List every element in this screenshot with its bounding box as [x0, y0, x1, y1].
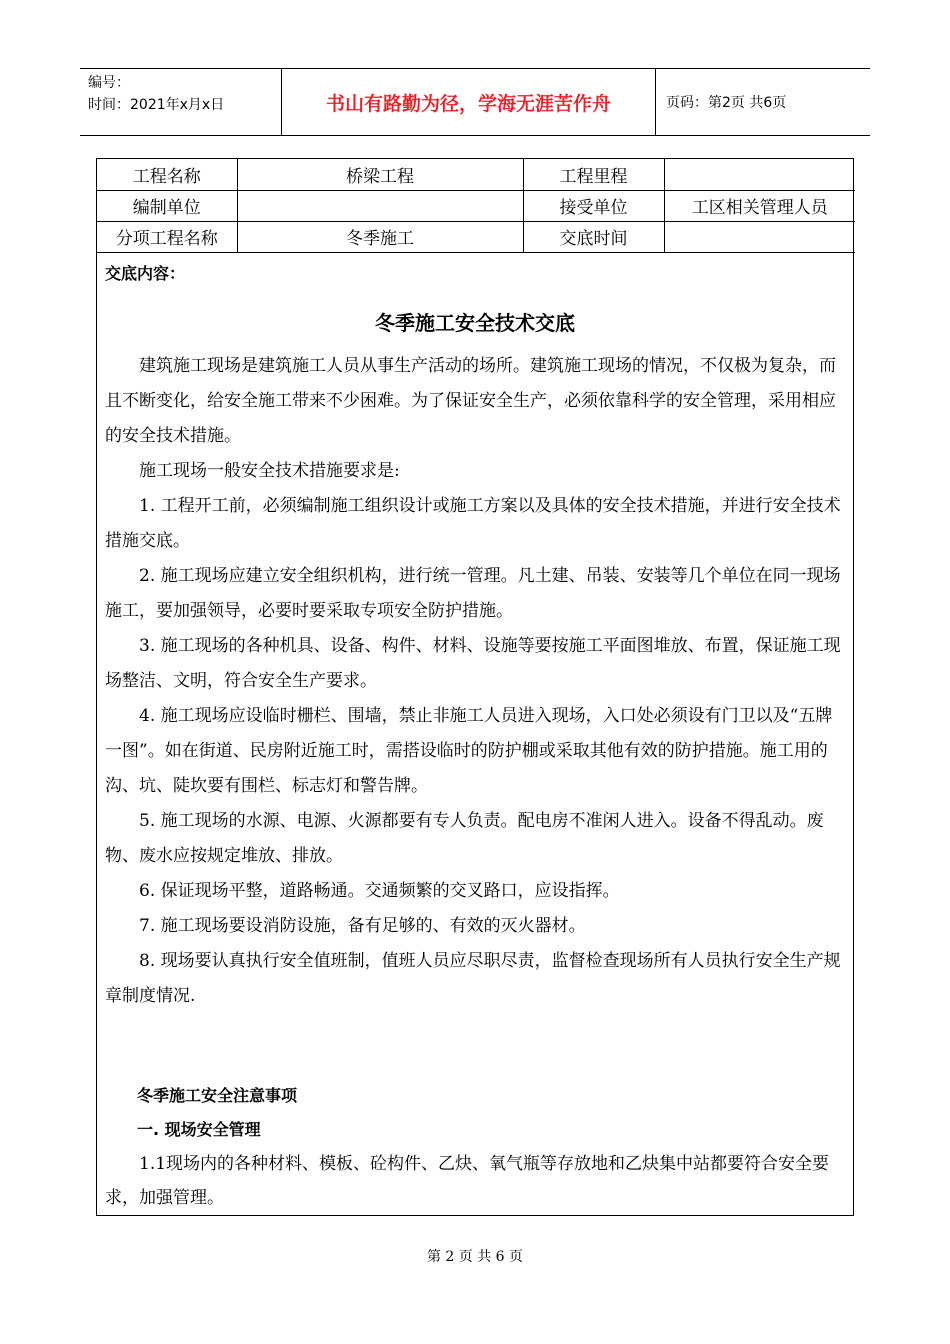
table-cell-label: 工程里程: [523, 159, 664, 190]
page-footer: 第 2 页 共 6 页: [426, 1249, 524, 1265]
header-page-info: 页码：第2页 共6页: [666, 95, 787, 111]
content-label: 交底内容：: [105, 264, 186, 283]
paragraph: 6. 保证现场平整，道路畅通。交通频繁的交叉路口，应设指挥。: [139, 881, 620, 901]
disclosure-document: [96, 158, 854, 1216]
info-table: [97, 159, 855, 253]
table-cell-value: 冬季施工: [237, 221, 523, 252]
table-cell-label: 交底时间: [523, 221, 664, 252]
paragraph: 4. 施工现场应设临时栅栏、围墙，禁止非施工人员进入现场，入口处必须设有门卫以及“五牌一图”。如在街道、民房附近施工时，需搭设临时的防护棚或采取其他有效的防护措施。施工用的沟、坑、陡坎要有围栏、标志灯和警告牌。: [105, 706, 833, 796]
section-heading: 冬季施工安全注意事项: [137, 1086, 298, 1105]
header-meta: [80, 69, 282, 135]
table-cell-value: [237, 190, 523, 221]
paragraph: 5. 施工现场的水源、电源、火源都要有专人负责。配电房不准闲人进入。设备不得乱动。废物、废水应按规定堆放、排放。: [105, 811, 824, 866]
table-row: [97, 221, 855, 252]
code-label: 编号：: [88, 75, 130, 91]
table-cell-label: 接受单位: [523, 190, 664, 221]
paragraph: 7. 施工现场要设消防设施，备有足够的、有效的灭火器材。: [139, 916, 586, 936]
table-cell-label: 编制单位: [97, 190, 237, 221]
paragraph: 施工现场一般安全技术措施要求是:: [139, 461, 400, 481]
paragraph: 8. 现场要认真执行安全值班制，值班人员应尽职尽责，监督检查现场所有人员执行安全生产规章制度情况.: [105, 951, 841, 1006]
table-cell-value: 桥梁工程: [237, 159, 523, 190]
paragraph: 1. 工程开工前，必须编制施工组织设计或施工方案以及具体的安全技术措施，并进行安全技术措施交底。: [105, 496, 841, 551]
section-item: 1.1现场内的各种材料、模板、砼构件、乙炔、氧气瓶等存放地和乙炔集中站都要符合安全要求，加强管理。: [105, 1154, 830, 1208]
section-subheading: 一. 现场安全管理: [137, 1120, 261, 1139]
table-row: [97, 190, 855, 221]
document-title: 冬季施工安全技术交底: [375, 311, 575, 335]
paragraph: 2. 施工现场应建立安全组织机构，进行统一管理。凡土建、吊装、安装等几个单位在同一现场施工，要加强领导，必要时要采取专项安全防护措施。: [105, 566, 841, 621]
safety-notes-section: [105, 1079, 849, 1215]
table-cell-label: 工程名称: [97, 159, 237, 190]
table-row: [97, 159, 855, 190]
date-label: 时间：2021年x月x日: [88, 97, 225, 113]
paragraph: 3. 施工现场的各种机具、设备、构件、材料、设施等要按施工平面图堆放、布置，保证施工现场整洁、文明，符合安全生产要求。: [105, 636, 841, 691]
table-cell-value: [664, 221, 855, 252]
table-cell-label: 分项工程名称: [97, 221, 237, 252]
body-text: [105, 349, 849, 1014]
table-cell-value: [664, 159, 855, 190]
table-cell-value: 工区相关管理人员: [664, 190, 855, 221]
page-header: [80, 68, 870, 136]
header-motto: 书山有路勤为径，学海无涯苦作舟: [282, 69, 656, 135]
paragraph: 建筑施工现场是建筑施工人员从事生产活动的场所。建筑施工现场的情况，不仅极为复杂，而且不断变化，给安全施工带来不少困难。为了保证安全生产，必须依靠科学的安全管理，采用相应的安全技术措施。: [105, 356, 836, 446]
